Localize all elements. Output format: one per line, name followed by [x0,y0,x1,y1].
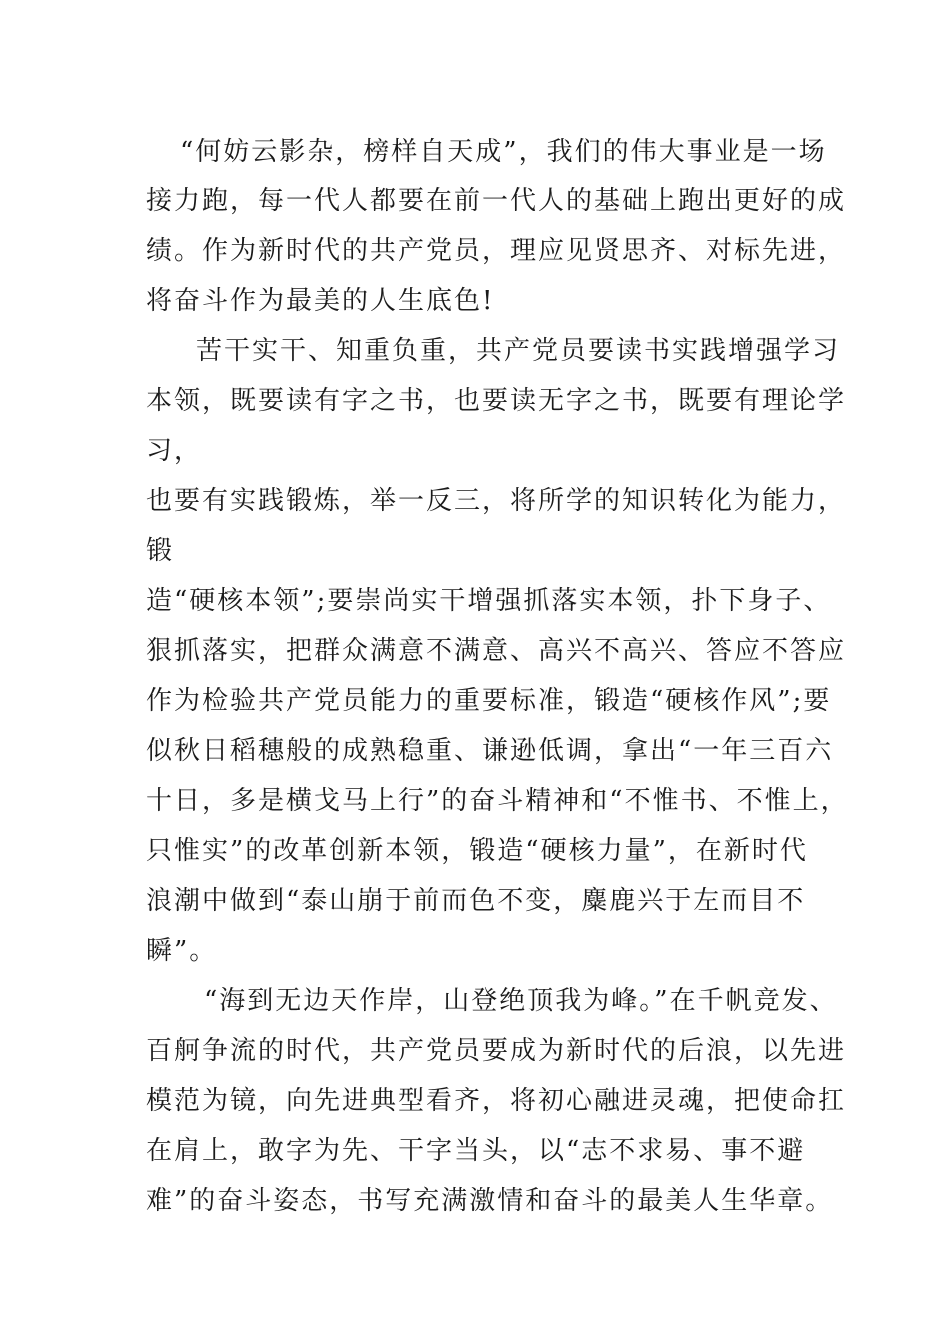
p1-line-3: 绩。作为新时代的共产党员，理应见贤思齐、对标先进， [146,236,847,266]
p2-line-6: 造“硬核本领”;要崇尚实干增强抓落实本领，扑下身子、 [146,586,832,616]
p3-line-5: 难”的奋斗姿态，书写充满激情和奋斗的最美人生华章。 [146,1186,834,1216]
p1-line-1: “何妨云影杂，榜样自天成”，我们的伟大事业是一场 [180,137,827,167]
p2-line-11: 只惟实”的改革创新本领，锻造“硬核力量”，在新时代 [146,836,808,866]
p2-line-3: 习， [146,436,203,466]
p2-line-9: 似秋日稻穗般的成熟稳重、谦逊低调，拿出“一年三百六 [146,736,834,766]
p2-line-13: 瞬”。 [146,936,218,966]
p2-line-5: 锻 [146,536,175,566]
p2-line-7: 狠抓落实，把群众满意不满意、高兴不高兴、答应不答应 [146,636,847,666]
p3-line-4: 在肩上，敢字为先、干字当头，以“志不求易、事不避 [146,1136,806,1166]
p3-line-2: 百舸争流的时代，共产党员要成为新时代的后浪，以先进 [146,1036,847,1066]
p2-line-8: 作为检验共产党员能力的重要标准，锻造“硬核作风”;要 [146,686,832,716]
p2-line-4: 也要有实践锻炼，举一反三，将所学的知识转化为能力， [146,486,847,516]
p2-line-10: 十日，多是横戈马上行”的奋斗精神和“不惟书、不惟上， [146,786,849,816]
p1-line-4: 将奋斗作为最美的人生底色! [146,286,495,316]
p1-line-2: 接力跑，每一代人都要在前一代人的基础上跑出更好的成 [146,186,847,216]
p2-line-12: 浪潮中做到“泰山崩于前而色不变，麋鹿兴于左而目不 [146,886,806,916]
p3-line-3: 模范为镜，向先进典型看齐，将初心融进灵魂，把使命扛 [146,1086,847,1116]
p2-line-2: 本领，既要读有字之书，也要读无字之书，既要有理论学 [146,386,847,416]
p3-line-1: “海到无边天作岸，山登绝顶我为峰。”在千帆竞发、 [204,986,838,1016]
p2-line-1: 苦干实干、知重负重，共产党员要读书实践增强学习 [196,336,841,366]
